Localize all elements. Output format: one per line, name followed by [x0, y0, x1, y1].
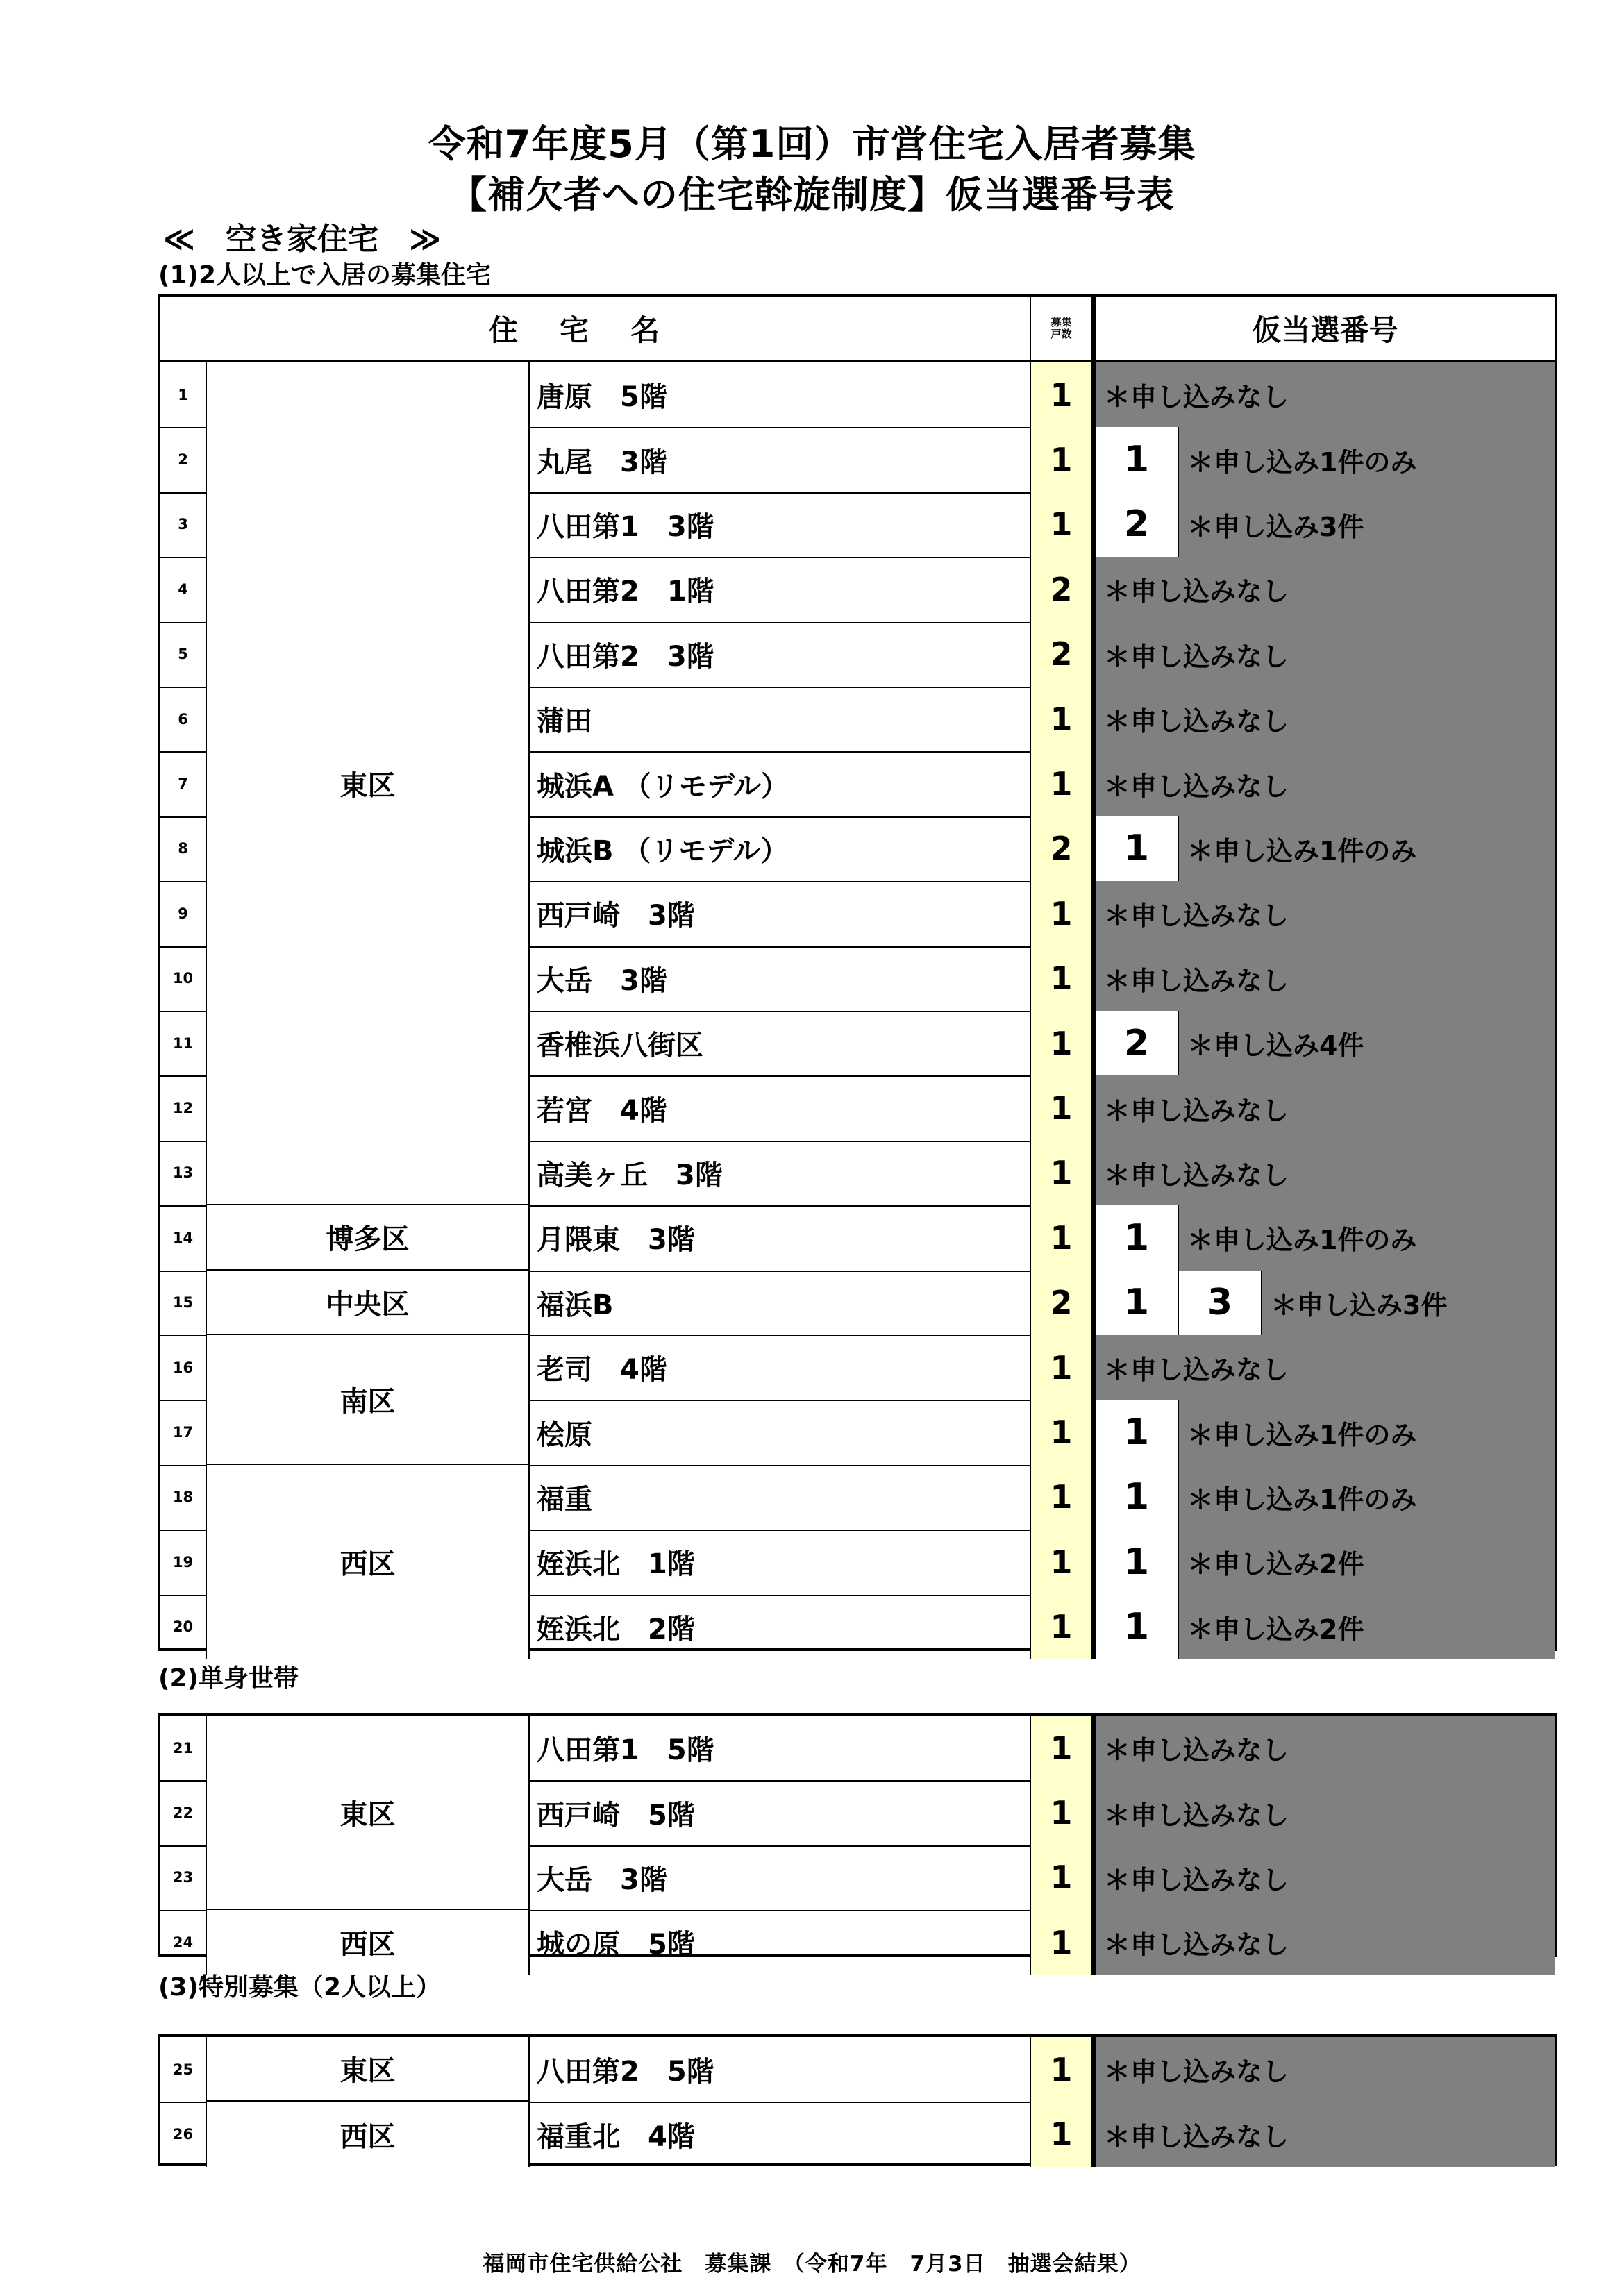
row-number: 23 — [160, 1845, 207, 1910]
row-number: 14 — [160, 1205, 207, 1270]
unit-count: 1 — [1031, 1595, 1096, 1659]
unit-count: 1 — [1031, 492, 1096, 557]
row-number: 15 — [160, 1271, 207, 1335]
result-note: ＊申し込みなし — [1104, 706, 1289, 737]
housing-name: 城浜A （リモデル） — [530, 751, 1031, 816]
page-subtitle: 【補欠者への住宅斡旋制度】仮当選番号表 — [449, 173, 1175, 217]
unit-count: 1 — [1031, 1400, 1096, 1464]
provisional-result — [1096, 1271, 1555, 1335]
unit-count: 1 — [1031, 946, 1096, 1011]
housing-name: 福重北 4階 — [530, 2102, 1031, 2166]
provisional-result — [1096, 1335, 1555, 1400]
table-section-2 — [158, 1713, 1557, 1961]
unit-count: 1 — [1031, 1075, 1096, 1140]
result-note: ＊申し込みなし — [1104, 2056, 1289, 2088]
housing-name: 大岳 3階 — [530, 946, 1031, 1011]
provisional-result — [1096, 557, 1555, 621]
unit-count: 2 — [1031, 816, 1096, 881]
unit-count: 1 — [1031, 1335, 1096, 1400]
unit-count: 1 — [1031, 1465, 1096, 1530]
provisional-result — [1096, 2102, 1555, 2166]
unit-count: 1 — [1031, 1910, 1096, 1975]
row-number: 9 — [160, 881, 207, 946]
row-number: 5 — [160, 622, 207, 687]
row-number: 26 — [160, 2102, 207, 2166]
provisional-result — [1096, 1530, 1555, 1594]
result-note: ＊申し込みなし — [1104, 382, 1289, 413]
housing-name: 蒲田 — [530, 687, 1031, 751]
row-number: 8 — [160, 816, 207, 881]
result-note: ＊申し込みなし — [1104, 771, 1289, 802]
row-number: 7 — [160, 751, 207, 816]
provisional-result — [1096, 362, 1555, 427]
housing-name: 桧原 — [530, 1400, 1031, 1464]
row-number: 18 — [160, 1465, 207, 1530]
housing-name: 八田第2 5階 — [530, 2037, 1031, 2102]
unit-count: 2 — [1031, 1271, 1096, 1335]
housing-name: 西戸崎 3階 — [530, 881, 1031, 946]
provisional-result — [1096, 1780, 1555, 1845]
ward-name: 東区 — [207, 1716, 530, 1910]
section-2-label: (2)単身世帯 — [158, 1664, 299, 1693]
unit-count: 1 — [1031, 427, 1096, 492]
unit-count: 1 — [1031, 2102, 1096, 2166]
provisional-result — [1096, 1011, 1555, 1075]
unit-count: 1 — [1031, 1845, 1096, 1910]
row-number: 4 — [160, 557, 207, 621]
section-3-label: (3)特別募集（2人以上） — [158, 1973, 442, 2002]
housing-name: 姪浜北 2階 — [530, 1595, 1031, 1659]
result-note: ＊申し込みなし — [1104, 1800, 1289, 1831]
ward-name: 西区 — [207, 1910, 530, 1975]
housing-type-label: ≪ 空き家住宅 ≫ — [163, 221, 442, 257]
housing-name: 香椎浜八街区 — [530, 1011, 1031, 1075]
table-section-1 — [158, 294, 1557, 1651]
row-number: 3 — [160, 492, 207, 557]
housing-name: 姪浜北 1階 — [530, 1530, 1031, 1594]
housing-name: 唐原 5階 — [530, 362, 1031, 427]
result-note: ＊申し込みなし — [1104, 641, 1289, 672]
row-number: 17 — [160, 1400, 207, 1464]
unit-count: 1 — [1031, 1716, 1096, 1780]
housing-name: 西戸崎 5階 — [530, 1780, 1031, 1845]
result-note: ＊申し込み1件のみ — [1187, 835, 1417, 866]
result-note: ＊申し込みなし — [1104, 576, 1289, 607]
housing-name: 月隈東 3階 — [530, 1205, 1031, 1270]
result-note: ＊申し込み4件 — [1187, 1030, 1364, 1062]
row-number: 25 — [160, 2037, 207, 2102]
provisional-result — [1096, 751, 1555, 816]
header-provisional-number: 仮当選番号 — [1252, 313, 1398, 347]
provisional-number: 1 — [1096, 1595, 1179, 1659]
result-note: ＊申し込み1件のみ — [1187, 1484, 1417, 1515]
ward-name: 西区 — [207, 2102, 530, 2166]
provisional-result — [1096, 1910, 1555, 1975]
housing-name: 八田第2 1階 — [530, 557, 1031, 621]
housing-name: 城浜B （リモデル） — [530, 816, 1031, 881]
row-number: 1 — [160, 362, 207, 427]
unit-count: 1 — [1031, 1141, 1096, 1205]
header-unit-count-line2: 戸数 — [1050, 328, 1072, 340]
housing-name: 八田第1 3階 — [530, 492, 1031, 557]
row-number: 11 — [160, 1011, 207, 1075]
result-note: ＊申し込み1件のみ — [1187, 1225, 1417, 1256]
row-number: 19 — [160, 1530, 207, 1594]
row-number: 24 — [160, 1910, 207, 1975]
provisional-result — [1096, 1716, 1555, 1780]
provisional-number: 1 — [1096, 816, 1179, 881]
housing-name: 丸尾 3階 — [530, 427, 1031, 492]
provisional-result — [1096, 427, 1555, 492]
provisional-number: 1 — [1096, 1205, 1179, 1270]
provisional-result — [1096, 1205, 1555, 1270]
row-number: 6 — [160, 687, 207, 751]
ward-name: 博多区 — [207, 1205, 530, 1270]
ward-name: 南区 — [207, 1335, 530, 1465]
row-number: 2 — [160, 427, 207, 492]
row-number: 16 — [160, 1335, 207, 1400]
unit-count: 1 — [1031, 687, 1096, 751]
provisional-number: 2 — [1096, 492, 1179, 557]
unit-count: 1 — [1031, 881, 1096, 946]
result-note: ＊申し込みなし — [1104, 1355, 1289, 1386]
provisional-result — [1096, 2037, 1555, 2102]
unit-count: 1 — [1031, 1530, 1096, 1594]
unit-count: 1 — [1031, 2037, 1096, 2102]
result-note: ＊申し込み3件 — [1271, 1289, 1448, 1321]
section-1-label: (1)2人以上で入居の募集住宅 — [158, 261, 492, 290]
provisional-result — [1096, 946, 1555, 1011]
row-number: 10 — [160, 946, 207, 1011]
footer-note: 福岡市住宅供給公社 募集課 （令和7年 7月3日 抽選会結果） — [483, 2252, 1141, 2277]
result-note: ＊申し込み3件 — [1187, 511, 1364, 542]
result-note: ＊申し込み1件のみ — [1187, 446, 1417, 478]
row-number: 12 — [160, 1075, 207, 1140]
housing-name: 八田第1 5階 — [530, 1716, 1031, 1780]
header-housing-name: 住宅名 — [160, 297, 1031, 360]
ward-name: 東区 — [207, 2037, 530, 2102]
provisional-result — [1096, 492, 1555, 557]
housing-name: 八田第2 3階 — [530, 622, 1031, 687]
provisional-result — [1096, 1595, 1555, 1659]
housing-name: 大岳 3階 — [530, 1845, 1031, 1910]
provisional-number: 1 — [1096, 1530, 1179, 1594]
provisional-result — [1096, 687, 1555, 751]
provisional-result — [1096, 816, 1555, 881]
provisional-result — [1096, 1465, 1555, 1530]
housing-name: 高美ヶ丘 3階 — [530, 1141, 1031, 1205]
provisional-result — [1096, 1845, 1555, 1910]
unit-count: 1 — [1031, 1780, 1096, 1845]
result-note: ＊申し込み2件 — [1187, 1549, 1364, 1580]
provisional-number: 1 — [1096, 1465, 1179, 1530]
header-unit-count — [1031, 297, 1096, 360]
header-unit-count-line1: 募集 — [1050, 316, 1072, 328]
provisional-result — [1096, 622, 1555, 687]
provisional-result — [1096, 1075, 1555, 1140]
row-number: 21 — [160, 1716, 207, 1780]
result-note: ＊申し込みなし — [1104, 2121, 1289, 2152]
provisional-result — [1096, 1400, 1555, 1464]
provisional-number: 1 — [1096, 427, 1179, 492]
unit-count: 1 — [1031, 751, 1096, 816]
table-section-3 — [158, 2034, 1557, 2166]
result-note: ＊申し込みなし — [1104, 965, 1289, 996]
ward-name: 西区 — [207, 1465, 530, 1659]
unit-count: 1 — [1031, 362, 1096, 427]
unit-count: 1 — [1031, 1205, 1096, 1270]
result-note: ＊申し込みなし — [1104, 1735, 1289, 1766]
provisional-number: 1 — [1096, 1400, 1179, 1464]
row-number: 13 — [160, 1141, 207, 1205]
housing-name: 城の原 5階 — [530, 1910, 1031, 1975]
ward-name: 東区 — [207, 362, 530, 1205]
unit-count: 2 — [1031, 622, 1096, 687]
row-number: 22 — [160, 1780, 207, 1845]
page-title: 令和7年度5月（第1回）市営住宅入居者募集 — [428, 122, 1196, 166]
result-note: ＊申し込み2件 — [1187, 1614, 1364, 1645]
housing-name: 老司 4階 — [530, 1335, 1031, 1400]
housing-name: 福重 — [530, 1465, 1031, 1530]
provisional-result — [1096, 881, 1555, 946]
row-number: 20 — [160, 1595, 207, 1659]
housing-name: 若宮 4階 — [530, 1075, 1031, 1140]
ward-name: 中央区 — [207, 1271, 530, 1335]
result-note: ＊申し込みなし — [1104, 1095, 1289, 1126]
provisional-number: 3 — [1179, 1271, 1262, 1335]
unit-count: 2 — [1031, 557, 1096, 621]
result-note: ＊申し込みなし — [1104, 1929, 1289, 1961]
housing-name: 福浜B — [530, 1271, 1031, 1335]
provisional-number: 2 — [1096, 1011, 1179, 1075]
provisional-result — [1096, 1141, 1555, 1205]
result-note: ＊申し込みなし — [1104, 1864, 1289, 1895]
result-note: ＊申し込みなし — [1104, 900, 1289, 932]
result-note: ＊申し込みなし — [1104, 1159, 1289, 1191]
result-note: ＊申し込み1件のみ — [1187, 1419, 1417, 1450]
unit-count: 1 — [1031, 1011, 1096, 1075]
provisional-number: 1 — [1096, 1271, 1179, 1335]
